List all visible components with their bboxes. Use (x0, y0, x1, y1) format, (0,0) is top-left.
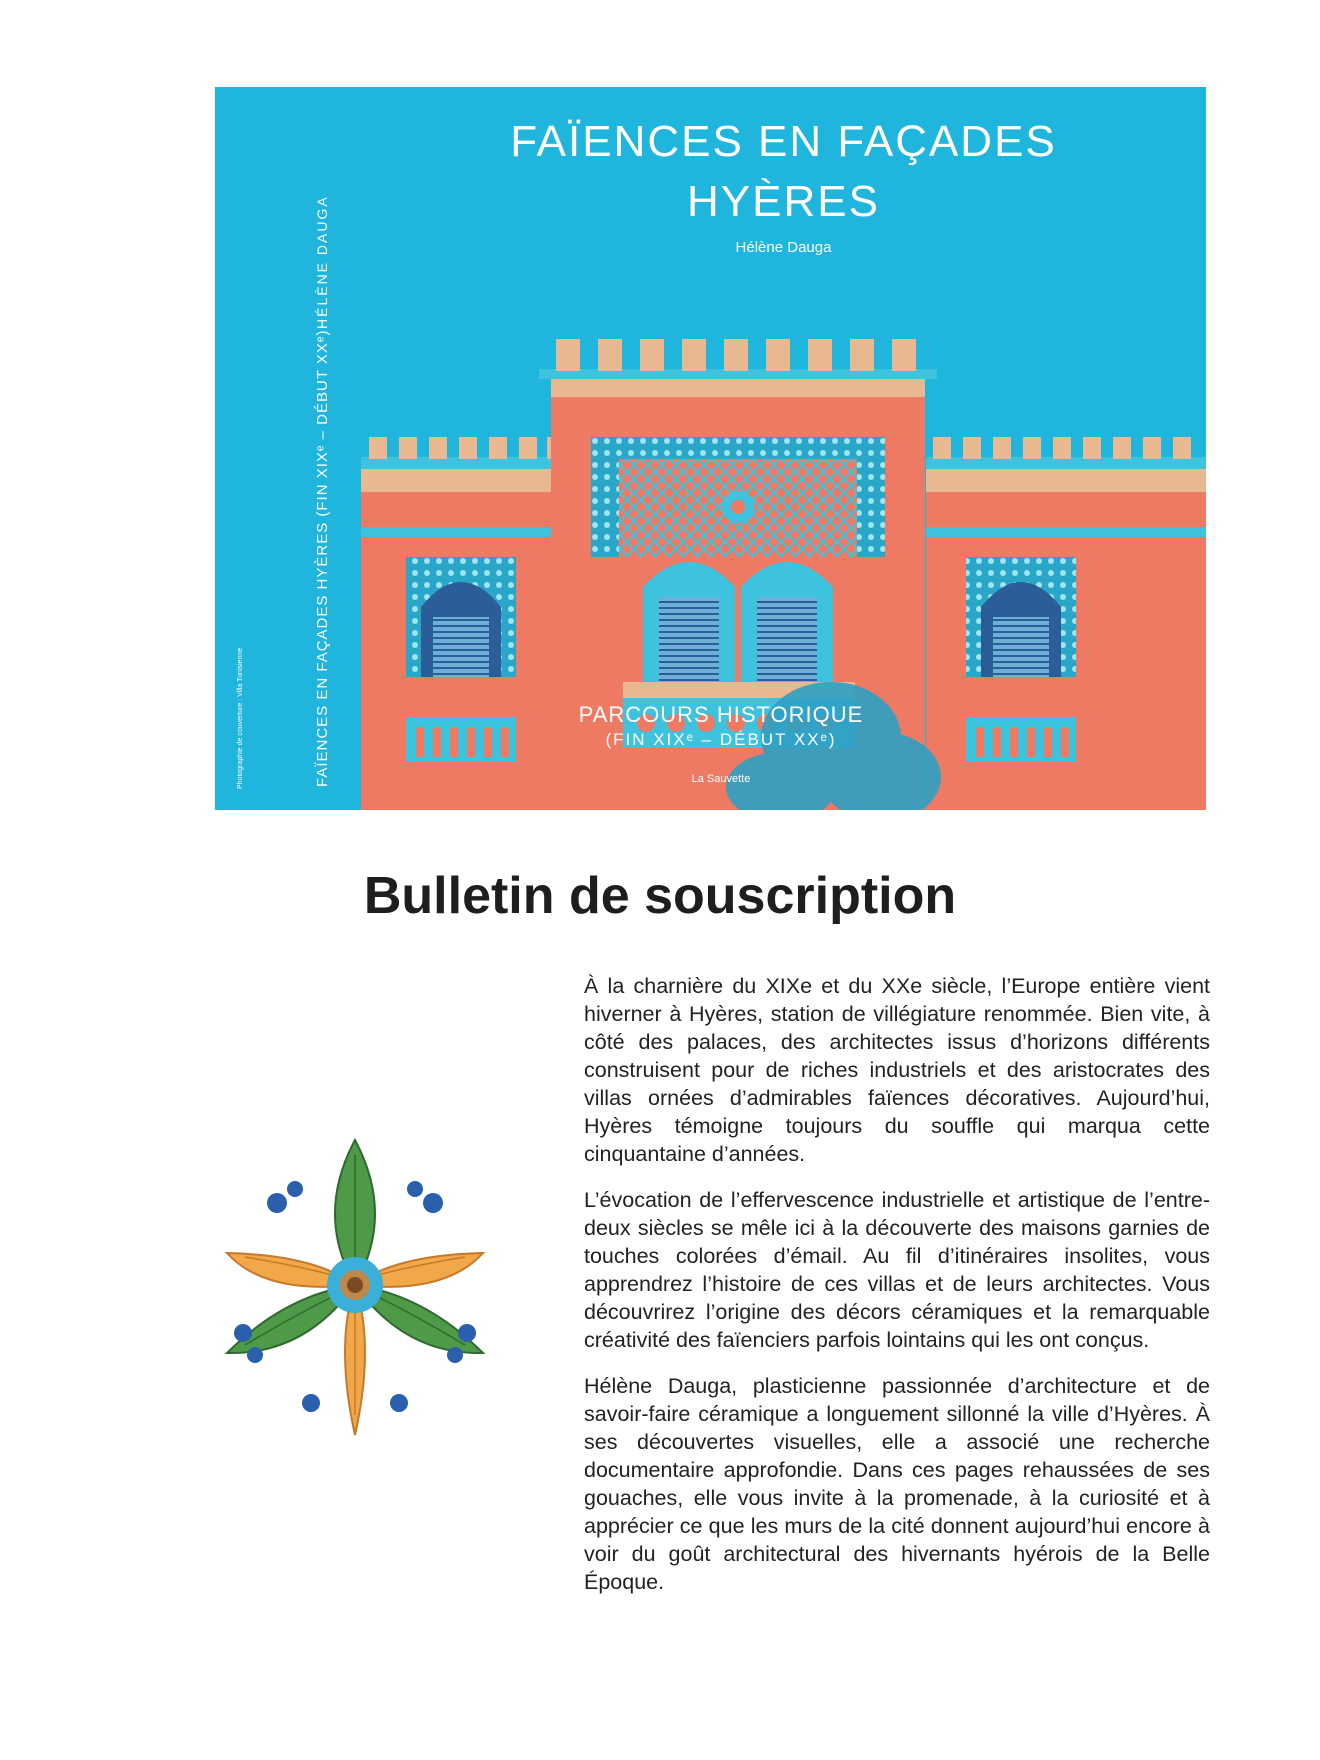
cover-title-line2: HYÈRES (687, 177, 880, 226)
cover-author: Hélène Dauga (735, 239, 832, 256)
cover-subtitle-line2: (FIN XIXᵉ – DÉBUT XXᵉ) (605, 730, 837, 749)
paragraph: L’évocation de l’effervescence industrielle et artistique de l’entre-deux siècles se mêle ici à la découverte des maisons garnies de touches colorées d’émail. Au fil d’itinéraires insolites, vous apprendrez l’histoire de ces villas et de leurs architectes. Vous découvrirez l’origine des décors céramiques et la remarquable créativité des faïenciers parfois lointains qui les ont conçus. (584, 1188, 1210, 1352)
cover-spine (215, 87, 361, 810)
description-text (584, 972, 1210, 1614)
cover-front (361, 87, 1206, 810)
paragraph: À la charnière du XIXe et du XXe siècle, l’Europe entière vient hiverner à Hyères, station de villégiature renommée. Bien vite, à côté des palaces, des architectes issus d’horizons différents construisent pour de riches industriels et des aristocrates des villas ornées d’admirables faïences décoratives. Aujourd’hui, Hyères témoigne toujours du souffle qui marqua cette cinquantaine d’années. (584, 974, 1210, 1166)
ceramic-flower-illustration (205, 1130, 505, 1440)
page-title: Bulletin de souscription (363, 867, 957, 925)
cover-title-line1: FAÏENCES EN FAÇADES (510, 117, 1057, 166)
cover-publisher: La Sauvette (691, 773, 751, 785)
spine-author: HÉLÈNE DAUGA (314, 195, 330, 329)
photo-credit: Photographie de couverture : Villa Tunisienne (237, 647, 244, 789)
book-cover (215, 87, 1206, 810)
paragraph: Hélène Dauga, plasticienne passionnée d’architecture et de savoir-faire céramique a longuement sillonné la ville d’Hyères. À ses découvertes visuelles, elle a associé une recherche documentaire approfondie. Dans ces pages rehaussées de ses gouaches, elle vous invite à la promenade, à la curiosité et à apprécier ce que les murs de la cité donnent aujourd’hui encore à voir du goût architectural des hivernants hyérois de la Belle Époque. (584, 1374, 1210, 1594)
cover-subtitle-line1: PARCOURS HISTORIQUE (578, 702, 864, 727)
spine-title: FAÏENCES EN FAÇADES HYÈRES (FIN XIXᵉ – DÉBUT XXᵉ) (314, 329, 331, 787)
